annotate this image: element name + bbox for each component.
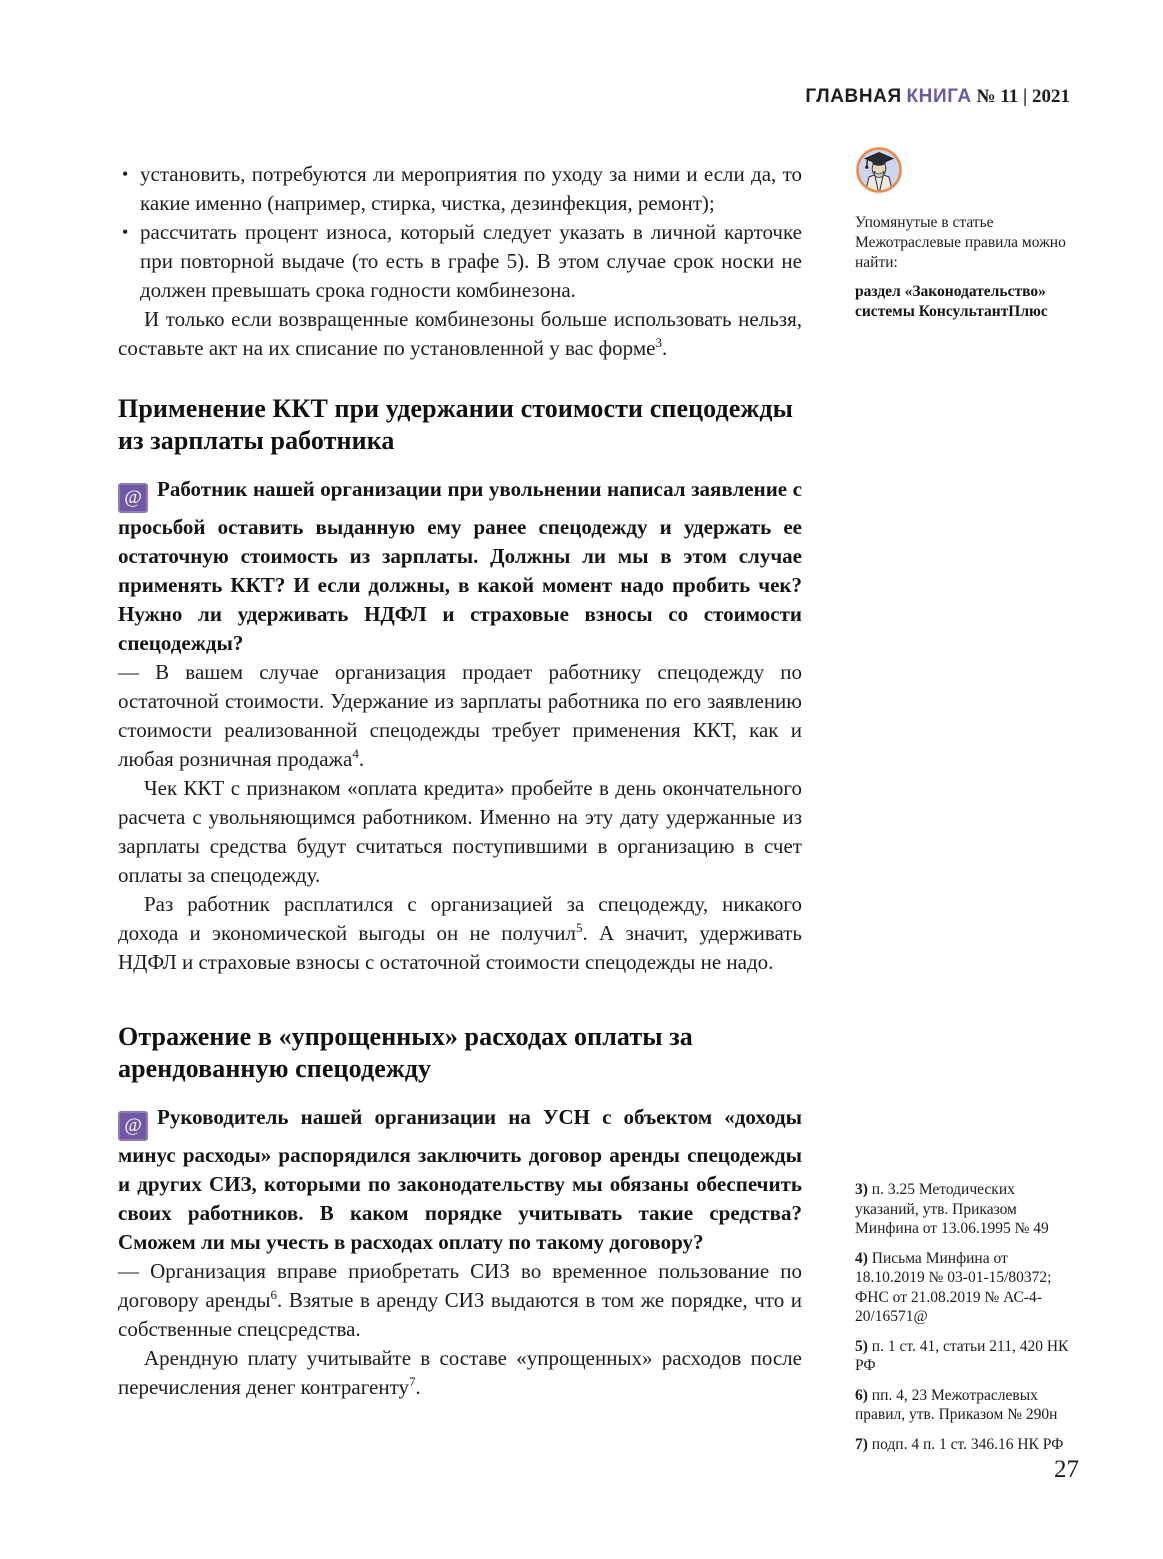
paragraph-text: . Взятые в аренду СИЗ выдаются в том же порядке, что и собственные спецсредства. xyxy=(118,1288,803,1341)
footnote-number: 7) xyxy=(855,1435,868,1453)
page-number: 27 xyxy=(1054,1456,1079,1483)
footnote-ref: 3 xyxy=(655,335,662,350)
footnote-number: 5) xyxy=(855,1337,868,1355)
magazine-title-black: ГЛАВНАЯ xyxy=(805,86,902,107)
footnote-text: пп. 4, 23 Межотраслевых правил, утв. Приказом № 290н xyxy=(855,1386,1058,1423)
list-item xyxy=(118,160,802,218)
footnote-text: Письма Минфина от 18.10.2019 № 03-01-15/80372; ФНС от 21.08.2019 № АС-4-20/16571@ xyxy=(855,1249,1052,1325)
answer-paragraph xyxy=(118,658,802,774)
bullet-icon: • xyxy=(122,164,129,184)
footnote-number: 6) xyxy=(855,1386,868,1404)
issue-number: № 11 | 2021 xyxy=(976,86,1070,107)
footnote xyxy=(855,1180,1077,1239)
main-text-column xyxy=(118,160,802,1402)
footnote-number: 4) xyxy=(855,1249,868,1267)
question-2 xyxy=(118,1103,802,1257)
question-text: Работник нашей организации при увольнении написал заявление с просьбой оставить выданную ему ранее спецодежду и удержать ее остаточную стоимость из зарплаты. Должны ли мы в этом случае применять ККТ? И если должны, в какой момент надо пробить чек? Нужно ли удерживать НДФЛ и страховые взносы со стоимости спецодежды? xyxy=(118,477,802,655)
page-header xyxy=(805,86,1070,108)
footnote-ref: 5 xyxy=(576,920,583,935)
paragraph-text: Раз работник расплатился с организацией за спецодежду, никакого дохода и экономической выгоды он не получил xyxy=(118,892,802,945)
footnote-text: подп. 4 п. 1 ст. 346.16 НК РФ xyxy=(871,1435,1064,1453)
question-1 xyxy=(118,475,802,658)
footnote xyxy=(855,1435,1077,1455)
footnote-ref: 7 xyxy=(409,1374,416,1389)
paragraph-text: — Организация вправе приобретать СИЗ во временное пользование по договору аренды xyxy=(118,1259,802,1312)
paragraph-text: . xyxy=(415,1375,421,1399)
sidebar-note-text: Упомянутые в статье Межотраслевые правила можно найти: xyxy=(855,214,1066,271)
footnote-number: 3) xyxy=(855,1181,868,1198)
intro-bullet-list xyxy=(118,160,802,305)
answer-paragraph xyxy=(118,1344,802,1402)
intro-closing-paragraph xyxy=(118,305,802,363)
footnote-ref: 4 xyxy=(352,746,359,761)
answer-paragraph xyxy=(118,1257,802,1344)
paragraph-text: Чек ККТ с признаком «оплата кредита» пробейте в день окончательного расчета с увольняющимся работником. Именно на эту дату удержанные из зарплаты средства будут считаться поступившими в организацию в счет оплаты за спецодежду. xyxy=(118,776,802,887)
footnote-ref: 6 xyxy=(270,1287,278,1302)
magazine-title-purple: КНИГА xyxy=(906,86,972,107)
answer-paragraph xyxy=(118,890,802,977)
at-icon: @ xyxy=(118,1111,148,1141)
footnote-text: п. 3.25 Методических указаний, утв. Приказом Минфина от 13.06.1995 № 49 xyxy=(855,1181,1049,1237)
question-text: Руководитель нашей организации на УСН с объектом «доходы минус расходы» распорядился заключить договор аренды спецодежды и других СИЗ, которыми по законодательству мы обязаны обеспечить своих работников. В каком порядке учитывать такие средства? Сможем ли мы учесть в расходах оплату по такому договору? xyxy=(118,1105,802,1254)
footnote xyxy=(855,1337,1077,1376)
paragraph-text: И только если возвращенные комбинезоны больше использовать нельзя, составьте акт на их списание по установленной у вас форме xyxy=(118,307,802,360)
at-icon: @ xyxy=(118,483,148,513)
bullet-text: установить, потребуются ли мероприятия по уходу за ними и если да, то какие именно (например, стирка, чистка, дезинфекция, ремонт); xyxy=(140,162,802,215)
footnote-text: п. 1 ст. 41, статьи 211, 420 НК РФ xyxy=(855,1337,1069,1374)
list-item xyxy=(118,218,802,305)
paragraph-text: Арендную плату учитывайте в составе «упрощенных» расходов после перечисления денег контрагенту xyxy=(118,1346,802,1399)
footnote xyxy=(855,1386,1077,1425)
footnote xyxy=(855,1249,1077,1327)
bullet-icon: • xyxy=(122,222,129,242)
bullet-text: рассчитать процент износа, который следует указать в личной карточке при повторной выдаче (то есть в графе 5). В этом случае срок носки не должен превышать срока годности комбинезона. xyxy=(140,220,802,302)
sidebar-reference-note xyxy=(855,146,1073,322)
paragraph-text: . xyxy=(358,747,365,771)
section-heading-kkt: Применение ККТ при удержании стоимости спецодежды из зарплаты работника xyxy=(118,394,794,455)
paragraph-text: . А значит, удерживать НДФЛ и страховые взносы с остаточной стоимости спецодежды не надо. xyxy=(118,921,802,974)
answer-paragraph xyxy=(118,774,802,890)
paragraph-text: . xyxy=(661,336,668,360)
sidebar-note-reference: раздел «Законодательство» системы КонсультантПлюс xyxy=(855,283,1048,320)
scholar-icon xyxy=(855,146,1073,199)
footnotes-column xyxy=(855,1180,1077,1464)
paragraph-text: — В вашем случае организация продает работнику спецодежду по остаточной стоимости. Удержание из зарплаты работника по его заявлению стоимости реализованной спецодежды требует применения ККТ, как и любая розничная продажа xyxy=(118,660,802,771)
section-heading-usn: Отражение в «упрощенных» расходах оплаты за арендованную спецодежду xyxy=(118,1022,693,1083)
